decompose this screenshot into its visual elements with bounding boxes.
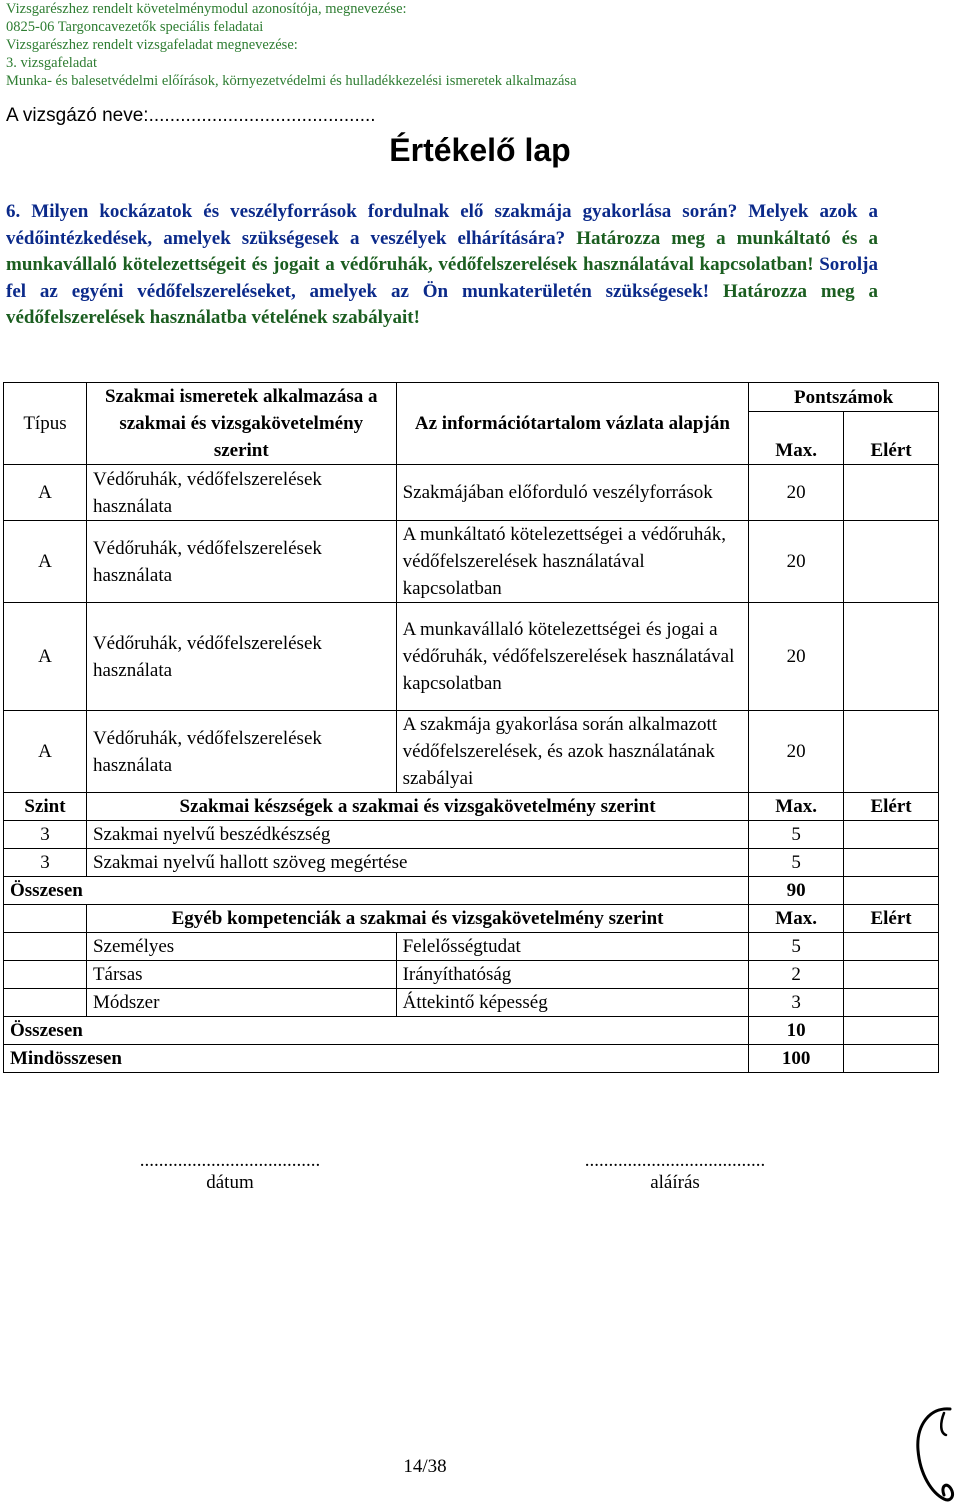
row-outline: A szakmája gyakorlása során alkalmazott védőfelszerelések, és azok használatának szabályai — [396, 711, 749, 793]
signature-block — [535, 1150, 815, 1194]
row-max: 20 — [749, 603, 844, 711]
table-row — [4, 465, 939, 521]
skill-max: 5 — [749, 849, 844, 877]
skill-achieved[interactable] — [844, 849, 939, 877]
skill-name: Szakmai nyelvű hallott szöveg megértése — [86, 849, 748, 877]
row-type: A — [4, 521, 87, 603]
exam-question — [6, 199, 878, 332]
competency-achieved[interactable] — [844, 933, 939, 961]
header-points: Pontszámok — [749, 383, 939, 412]
competency-header-achieved: Elért — [844, 905, 939, 933]
competency-max: 2 — [749, 961, 844, 989]
table-row — [4, 989, 939, 1017]
subtotal-value: 90 — [749, 877, 844, 905]
task-name: Munka- és balesetvédelmi előírások, környezetvédelmi és hulladékkezelési ismeretek alkalmazása — [6, 73, 577, 89]
handwritten-signature — [910, 1405, 960, 1503]
signature-label: aláírás — [650, 1172, 700, 1193]
total-achieved[interactable] — [844, 1045, 939, 1073]
header-type: Típus — [4, 383, 87, 465]
competency-category: Módszer — [86, 989, 396, 1017]
row-knowledge: Védőruhák, védőfelszerelések használata — [86, 465, 396, 521]
question-part-4: Határozza meg a védőfelszerelések használatba vételének szabályait! — [6, 280, 878, 329]
row-type: A — [4, 465, 87, 521]
document-header — [6, 0, 946, 90]
skills-header-max: Max. — [749, 793, 844, 821]
table-row — [4, 521, 939, 603]
skill-level: 3 — [4, 849, 87, 877]
competency-header-title: Egyéb kompetenciák a szakmai és vizsgakövetelmény szerint — [86, 905, 748, 933]
table-row — [4, 933, 939, 961]
row-type: A — [4, 711, 87, 793]
row-outline: A munkavállaló kötelezettségei és jogai a védőruhák, védőfelszerelések használatával kapcsolatban — [396, 603, 749, 711]
row-knowledge: Védőruhák, védőfelszerelések használata — [86, 711, 396, 793]
header-knowledge: Szakmai ismeretek alkalmazása a szakmai és vizsgakövetelmény szerint — [86, 383, 396, 465]
task-label: Vizsgarészhez rendelt vizsgafeladat megnevezése: — [6, 37, 298, 53]
header-max: Max. — [749, 412, 844, 465]
total-label: Mindösszesen — [4, 1045, 749, 1073]
total-value: 100 — [749, 1045, 844, 1073]
page-number: 14/38 — [403, 1456, 447, 1477]
header-outline: Az információtartalom vázlata alapján — [396, 383, 749, 465]
competency-blank — [4, 961, 87, 989]
competency-category: Személyes — [86, 933, 396, 961]
subtotal-achieved[interactable] — [844, 1017, 939, 1045]
row-max: 20 — [749, 521, 844, 603]
competency-name: Felelősségtudat — [396, 933, 749, 961]
competency-header-max: Max. — [749, 905, 844, 933]
date-line: ...................................... — [139, 1150, 321, 1171]
candidate-name-line: A vizsgázó neve:........................................... — [6, 105, 376, 126]
competency-category: Társas — [86, 961, 396, 989]
competency-achieved[interactable] — [844, 989, 939, 1017]
row-achieved[interactable] — [844, 521, 939, 603]
task-number: 3. vizsgafeladat — [6, 55, 97, 71]
subtotal-label: Összesen — [4, 877, 749, 905]
competency-blank — [4, 989, 87, 1017]
competency-achieved[interactable] — [844, 961, 939, 989]
row-knowledge: Védőruhák, védőfelszerelések használata — [86, 521, 396, 603]
date-block — [90, 1150, 370, 1194]
skill-max: 5 — [749, 821, 844, 849]
competency-name: Irányíthatóság — [396, 961, 749, 989]
subtotal-achieved[interactable] — [844, 877, 939, 905]
row-achieved[interactable] — [844, 711, 939, 793]
signature-line: ...................................... — [584, 1150, 766, 1171]
row-outline: Szakmájában előforduló veszélyforrások — [396, 465, 749, 521]
competency-max: 3 — [749, 989, 844, 1017]
table-row — [4, 961, 939, 989]
question-part-2: Határozza meg a munkáltató és a munkavállaló kötelezettségeit és jogait a védőruhák, védőfelszerelések használatával kapcsolatban! — [6, 227, 878, 276]
competency-name: Áttekintő képesség — [396, 989, 749, 1017]
skills-header-achieved: Elért — [844, 793, 939, 821]
table-row — [4, 711, 939, 793]
competency-blank — [4, 933, 87, 961]
row-type: A — [4, 603, 87, 711]
row-knowledge: Védőruhák, védőfelszerelések használata — [86, 603, 396, 711]
competency-header-blank — [4, 905, 87, 933]
row-achieved[interactable] — [844, 465, 939, 521]
skill-level: 3 — [4, 821, 87, 849]
table-row — [4, 603, 939, 711]
competency-max: 5 — [749, 933, 844, 961]
row-max: 20 — [749, 711, 844, 793]
subtotal-value: 10 — [749, 1017, 844, 1045]
question-part-3: Sorolja fel az egyéni védőfelszereléseket, amelyek az Ön munkaterületén szükségesek! — [6, 254, 878, 302]
question-part-1: 6. Milyen kockázatok és veszélyforrások fordulnak elő szakmája gyakorlása során? Melyek azok a védőintézkedések, amelyek szükségesek a veszélyek elhárítására? — [6, 201, 878, 249]
row-max: 20 — [749, 465, 844, 521]
skill-name: Szakmai nyelvű beszédkészség — [86, 821, 748, 849]
table-row — [4, 821, 939, 849]
skills-header-title: Szakmai készségek a szakmai és vizsgakövetelmény szerint — [86, 793, 748, 821]
page-title: Értékelő lap — [389, 132, 571, 168]
row-achieved[interactable] — [844, 603, 939, 711]
module-label: Vizsgarészhez rendelt követelménymodul azonosítója, megnevezése: — [6, 1, 407, 17]
skill-achieved[interactable] — [844, 821, 939, 849]
evaluation-table — [3, 382, 939, 1073]
date-label: dátum — [206, 1172, 254, 1193]
module-name: 0825-06 Targoncavezetők speciális feladatai — [6, 19, 264, 35]
subtotal-label: Összesen — [4, 1017, 749, 1045]
table-row — [4, 849, 939, 877]
header-achieved: Elért — [844, 412, 939, 465]
skills-header-level: Szint — [4, 793, 87, 821]
row-outline: A munkáltató kötelezettségei a védőruhák, védőfelszerelések használatával kapcsolatban — [396, 521, 749, 603]
